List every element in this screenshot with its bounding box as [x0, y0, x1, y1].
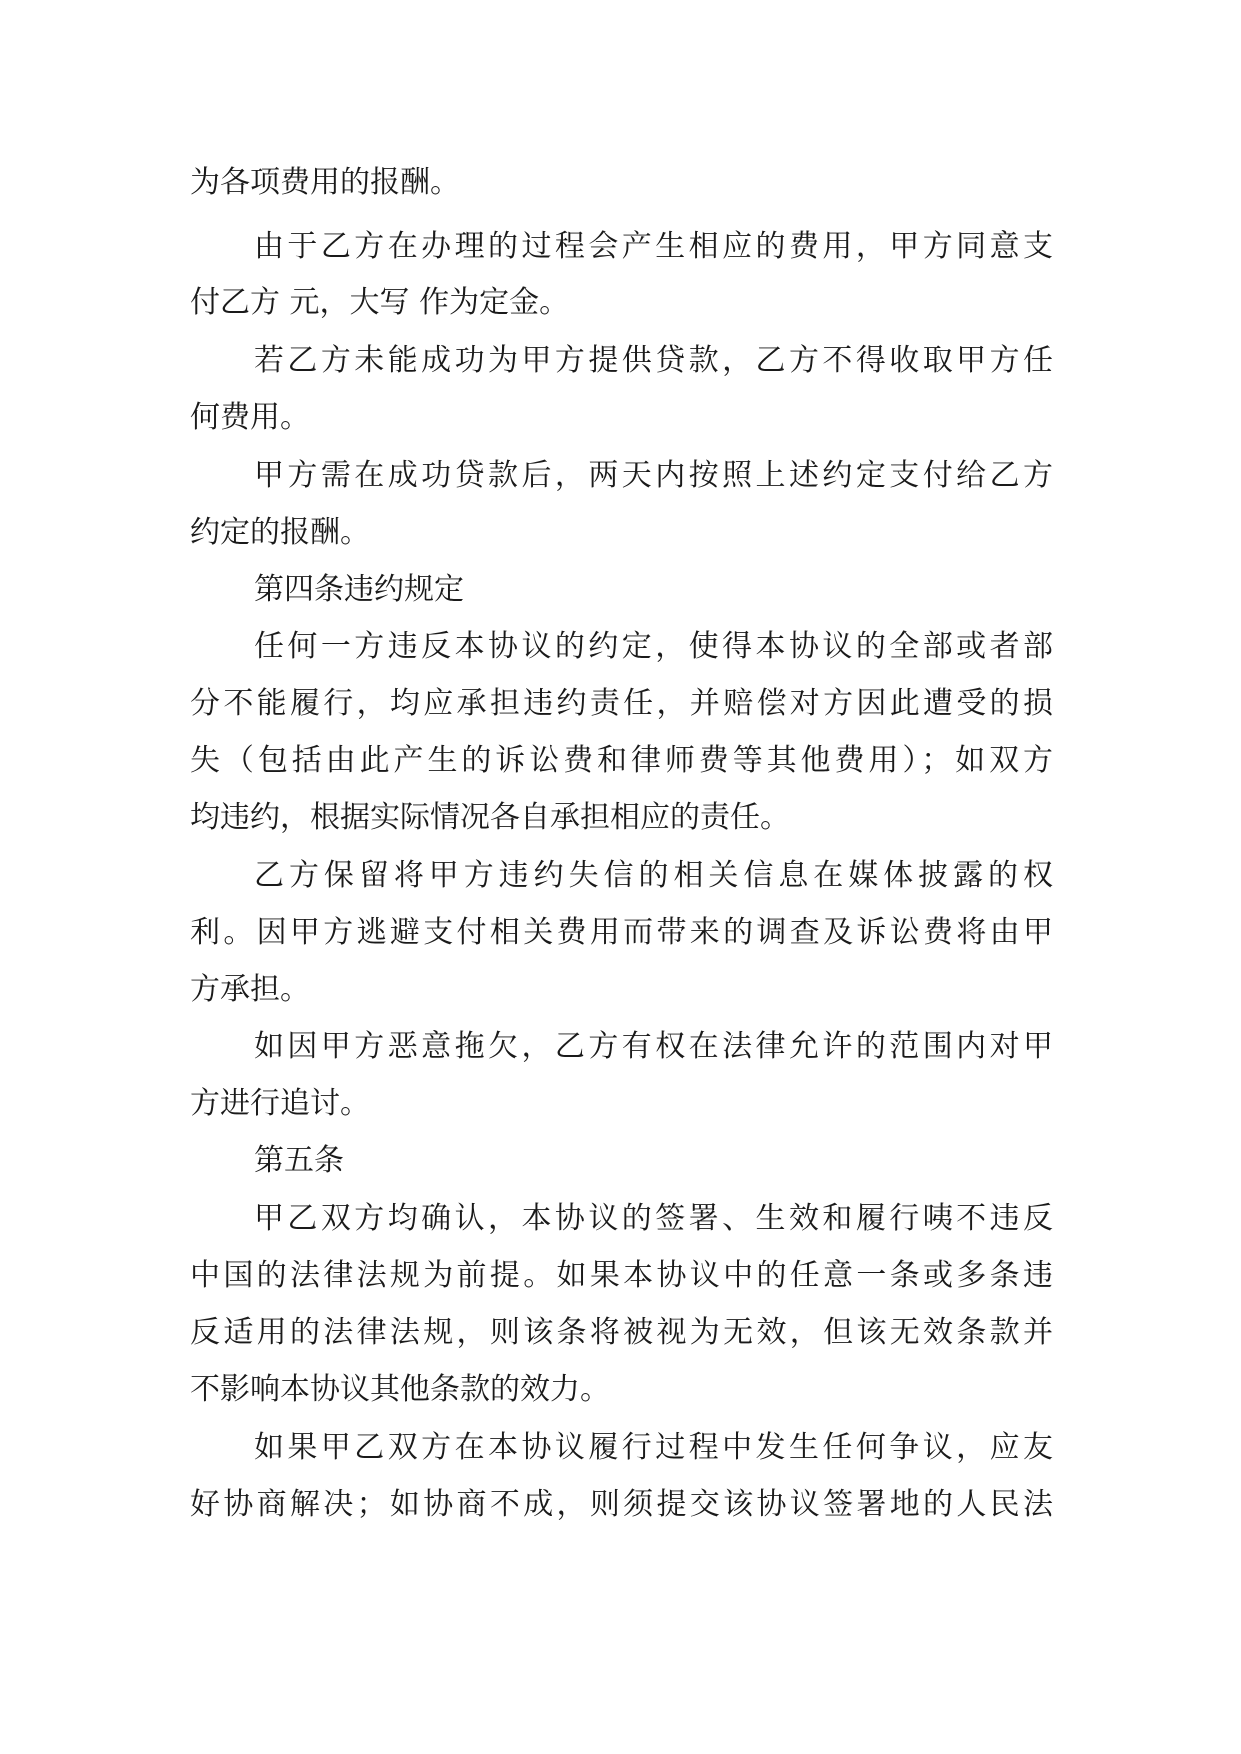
text-line: 约定的报酬。 [190, 515, 370, 550]
text-line: 中国的法律法规为前提。如果本协议中的任意一条或多条违 [190, 1258, 1053, 1293]
text-line: 为各项费用的报酬。 [190, 165, 460, 200]
text-line: 不影响本协议其他条款的效力。 [190, 1372, 610, 1407]
text-line: 付乙方 元，大写 作为定金。 [190, 285, 570, 320]
text-line: 方承担。 [190, 972, 310, 1007]
text-line: 方进行追讨。 [190, 1086, 370, 1121]
text-line: 甲方需在成功贷款后，两天内按照上述约定支付给乙方 [254, 458, 1053, 493]
text-line: 如果甲乙双方在本协议履行过程中发生任何争议，应友 [254, 1430, 1053, 1465]
text-line: 若乙方未能成功为甲方提供贷款，乙方不得收取甲方任 [254, 343, 1053, 378]
section-heading: 第四条违约规定 [254, 572, 464, 607]
text-line: 均违约，根据实际情况各自承担相应的责任。 [190, 800, 790, 835]
text-line: 由于乙方在办理的过程会产生相应的费用，甲方同意支 [254, 229, 1053, 264]
text-line: 反适用的法律法规，则该条将被视为无效，但该无效条款并 [190, 1315, 1053, 1350]
text-line: 分不能履行，均应承担违约责任，并赔偿对方因此遭受的损 [190, 686, 1053, 721]
text-line: 甲乙双方均确认，本协议的签署、生效和履行咦不违反 [254, 1201, 1053, 1236]
text-line: 乙方保留将甲方违约失信的相关信息在媒体披露的权 [254, 858, 1053, 893]
text-line: 何费用。 [190, 400, 310, 435]
text-line: 任何一方违反本协议的约定，使得本协议的全部或者部 [254, 629, 1053, 664]
text-line: 如因甲方恶意拖欠，乙方有权在法律允许的范围内对甲 [254, 1029, 1053, 1064]
text-line: 利。因甲方逃避支付相关费用而带来的调查及诉讼费将由甲 [190, 915, 1053, 950]
text-line: 好协商解决；如协商不成，则须提交该协议签署地的人民法 [190, 1487, 1053, 1522]
text-line: 失（包括由此产生的诉讼费和律师费等其他费用）；如双方 [190, 743, 1053, 778]
section-heading: 第五条 [254, 1143, 344, 1178]
